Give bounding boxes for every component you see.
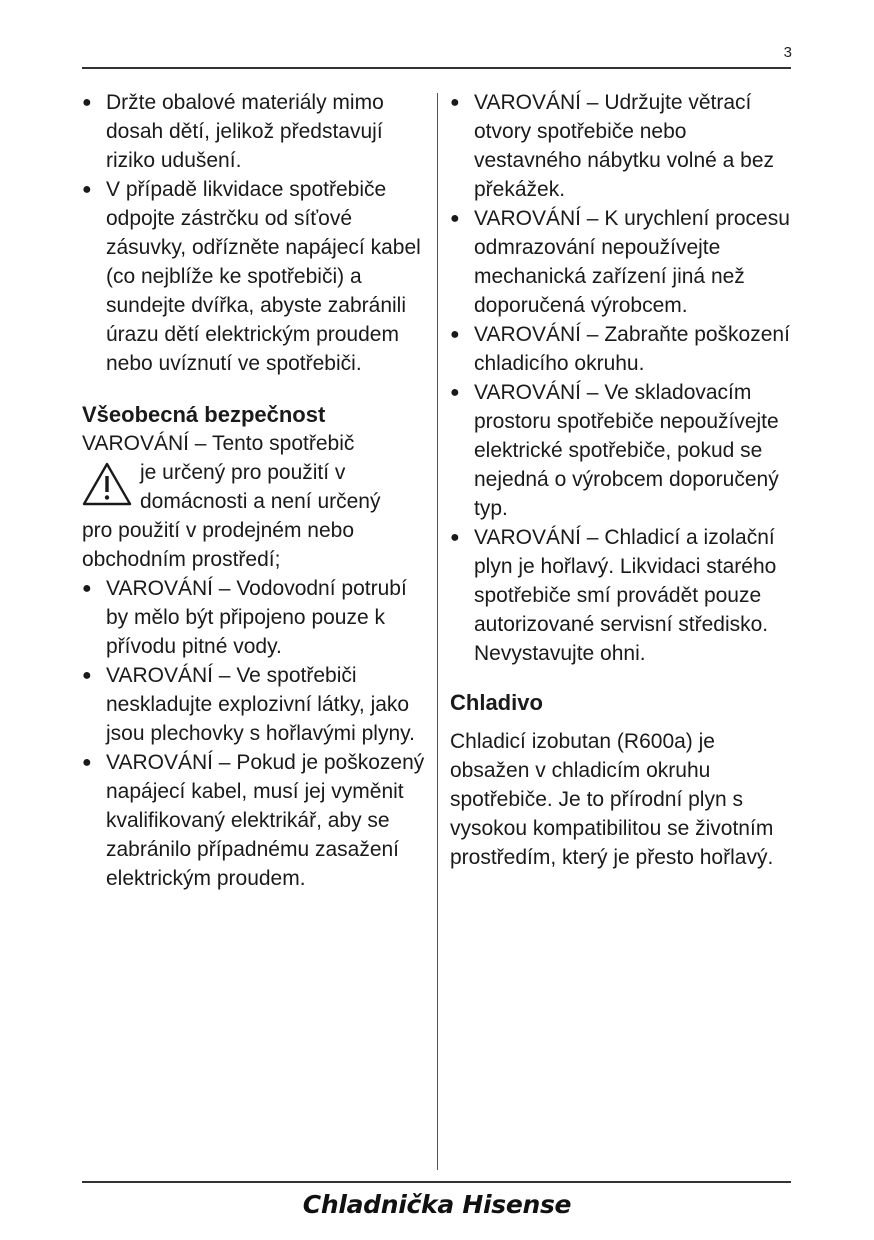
list-item: ● VAROVÁNÍ – K urychlení procesu odmrazování nepoužívejte mechanická zařízení jiná než doporučená výrobcem. <box>450 204 795 320</box>
warning-continuation: pro použití v prodejném nebo obchodním prostředí; <box>82 519 355 571</box>
top-rule <box>82 67 791 69</box>
bottom-rule <box>82 1181 791 1183</box>
left-bullet-list-bottom <box>82 574 428 893</box>
right-bullet-list <box>450 88 795 668</box>
section-heading-general-safety: Všeobecná bezpečnost <box>82 402 326 427</box>
general-safety-warning <box>82 429 428 574</box>
list-item: ● VAROVÁNÍ – Chladicí a izolační plyn je hořlavý. Likvidaci starého spotřebiče smí provádět pouze autorizované servisní středisko. Nevystavujte ohni. <box>450 523 795 668</box>
warning-icon-row <box>82 458 428 516</box>
warning-icon-text: je určený pro použití v domácnosti a není určený <box>140 461 381 513</box>
left-bullet-list-top <box>82 88 428 378</box>
list-item: ● VAROVÁNÍ – Pokud je poškozený napájecí kabel, musí jej vyměnit kvalifikovaný elektrikář, aby se zabránilo případnému zasažení elektrickým proudem. <box>82 748 428 893</box>
warning-triangle-icon <box>82 461 132 507</box>
left-column <box>82 88 428 893</box>
list-item: ● VAROVÁNÍ – Vodovodní potrubí by mělo být připojeno pouze k přívodu pitné vody. <box>82 574 428 661</box>
list-item: ● V případě likvidace spotřebiče odpojte zástrčku od síťové zásuvky, odřízněte napájecí kabel (co nejblíže ke spotřebiči) a sundejte dvířka, abyste zabránili úrazu dětí elektrickým proudem nebo uvíznutí ve spotřebiči. <box>82 175 428 378</box>
page-number: 3 <box>783 44 792 61</box>
list-item: ● VAROVÁNÍ – Ve spotřebiči neskladujte explozivní látky, jako jsou plechovky s hořlavými plyny. <box>82 661 428 748</box>
right-column <box>450 88 795 872</box>
section-heading-refrigerant: Chladivo <box>450 690 543 715</box>
warning-intro-line: VAROVÁNÍ – Tento spotřebič <box>82 432 355 455</box>
list-item: ● VAROVÁNÍ – Ve skladovacím prostoru spotřebiče nepoužívejte elektrické spotřebiče, pokud se nejedná o výrobcem doporučený typ. <box>450 378 795 523</box>
list-item: ● VAROVÁNÍ – Zabraňte poškození chladicího okruhu. <box>450 320 795 378</box>
column-divider <box>437 93 438 1170</box>
refrigerant-paragraph: Chladicí izobutan (R600a) je obsažen v chladicím okruhu spotřebiče. Je to přírodní plyn s vysokou kompatibilitou se životním prostředím, který je přesto hořlavý. <box>450 730 774 869</box>
footer-brand-title: Chladnička Hisense <box>302 1190 572 1219</box>
list-item: ● VAROVÁNÍ – Udržujte větrací otvory spotřebiče nebo vestavného nábytku volné a bez překážek. <box>450 88 795 204</box>
list-item: ● Držte obalové materiály mimo dosah dětí, jelikož představují riziko udušení. <box>82 88 428 175</box>
